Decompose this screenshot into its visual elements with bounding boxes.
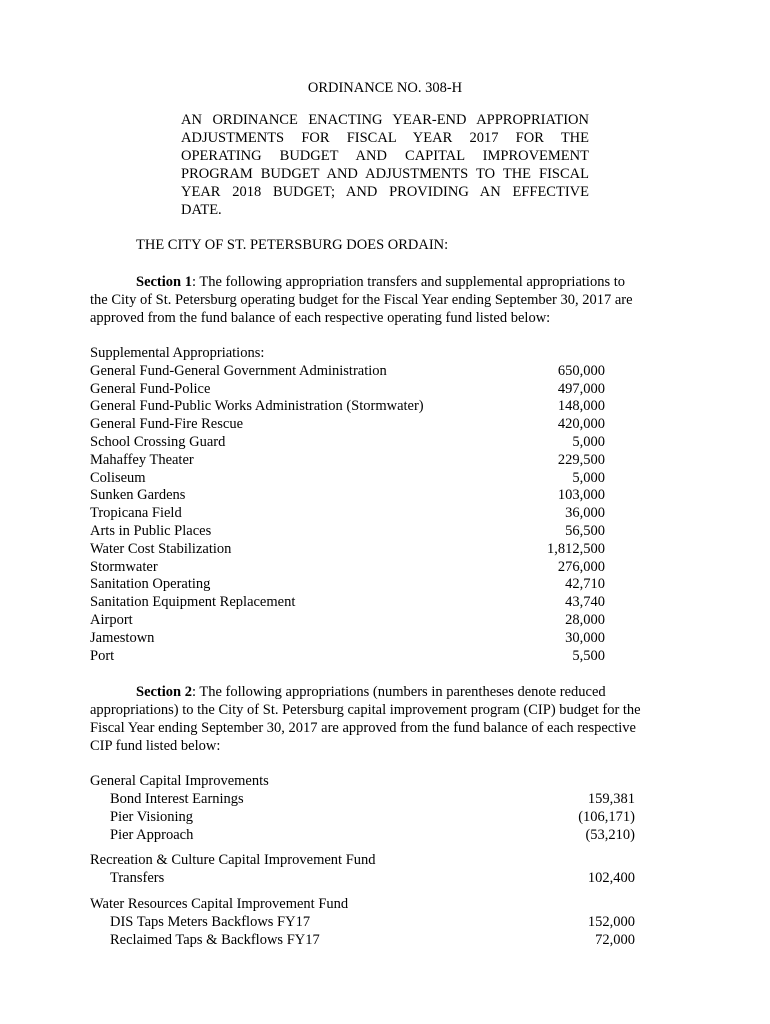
paragraph-line: Section 1: The following appropriation transfers and supplemental appropriations to xyxy=(136,274,626,290)
fund-name: General Fund-Public Works Administration (Stormwater) xyxy=(90,398,424,415)
appropriation-row xyxy=(90,593,605,611)
fund-amount: 43,740 xyxy=(565,594,605,611)
fund-amount: 28,000 xyxy=(565,611,605,628)
paragraph-line: the City of St. Petersburg operating budget for the Fiscal Year ending September 30, 2017 are xyxy=(90,292,633,308)
fund-name: School Crossing Guard xyxy=(90,433,226,450)
fund-amount: 1,812,500 xyxy=(547,540,605,557)
appropriation-row xyxy=(90,433,605,451)
ordinance-number: ORDINANCE NO. 308-H xyxy=(307,80,463,96)
list-heading: Supplemental Appropriations: xyxy=(90,345,265,361)
appropriation-row xyxy=(90,575,605,593)
title-line: ADJUSTMENTS FOR FISCAL YEAR 2017 FOR THE xyxy=(181,130,589,146)
title-line: OPERATING BUDGET AND CAPITAL IMPROVEMENT xyxy=(181,148,589,164)
fund-name: Water Cost Stabilization xyxy=(90,540,232,557)
title-line: PROGRAM BUDGET AND ADJUSTMENTS TO THE FISCAL xyxy=(181,166,589,182)
fund-name: Sanitation Equipment Replacement xyxy=(90,594,296,611)
fund-name: Coliseum xyxy=(90,469,146,486)
fund-name: Jamestown xyxy=(90,629,155,646)
section-label: Section 2 xyxy=(136,684,192,700)
fund-name: Port xyxy=(90,647,115,664)
fund-name: Sanitation Operating xyxy=(90,576,211,593)
cip-group-title: General Capital Improvements xyxy=(90,773,269,789)
fund-amount: 276,000 xyxy=(557,558,605,575)
cip-group-title: Water Resources Capital Improvement Fund xyxy=(90,896,349,913)
appropriation-row xyxy=(90,451,605,469)
fund-amount: 650,000 xyxy=(557,362,605,379)
appropriation-items xyxy=(90,362,605,665)
cip-group-title: Recreation & Culture Capital Improvement Fund xyxy=(90,852,376,869)
appropriation-row xyxy=(90,629,605,647)
appropriation-row xyxy=(90,380,605,398)
cip-item: Reclaimed Taps & Backflows FY17 72,000 xyxy=(110,931,635,948)
fund-name: General Fund-Fire Rescue xyxy=(90,416,244,433)
appropriation-row xyxy=(90,522,605,540)
paragraph-line: CIP fund listed below: xyxy=(90,738,221,754)
cip-item: Pier Approach (53,210) xyxy=(110,826,635,843)
cip-item: DIS Taps Meters Backflows FY17 152,000 xyxy=(110,914,635,931)
fund-amount: 420,000 xyxy=(557,416,605,433)
appropriation-row xyxy=(90,647,605,665)
cip-item: Transfers 102,400 xyxy=(110,870,635,887)
fund-name: Stormwater xyxy=(90,558,158,575)
section2-paragraph xyxy=(90,683,672,755)
ordinance-title xyxy=(181,111,589,219)
title-line: YEAR 2018 BUDGET; AND PROVIDING AN EFFECTIVE xyxy=(181,184,589,200)
title-line: AN ORDINANCE ENACTING YEAR-END APPROPRIATION xyxy=(181,112,589,128)
section1-paragraph xyxy=(90,273,672,327)
fund-amount: 229,500 xyxy=(557,451,605,468)
cip-item: Pier Visioning (106,171) xyxy=(110,808,635,825)
fund-name: Sunken Gardens xyxy=(90,487,186,504)
ordain-statement: THE CITY OF ST. PETERSBURG DOES ORDAIN: xyxy=(136,237,449,253)
fund-amount: 148,000 xyxy=(557,398,605,415)
appropriation-row xyxy=(90,558,605,576)
appropriation-row xyxy=(90,469,605,487)
cip-fund-list xyxy=(90,772,635,949)
appropriation-row xyxy=(90,611,605,629)
fund-name: Mahaffey Theater xyxy=(90,451,194,468)
fund-name: Arts in Public Places xyxy=(90,522,212,539)
fund-amount: 5,000 xyxy=(572,433,605,450)
fund-name: General Fund-General Government Administration xyxy=(90,362,387,379)
fund-amount: 5,500 xyxy=(572,647,605,664)
supplemental-appropriations-list xyxy=(90,344,605,664)
appropriation-row xyxy=(90,362,605,380)
appropriation-row xyxy=(90,397,605,415)
cip-group xyxy=(90,895,635,949)
fund-amount: 42,710 xyxy=(565,576,605,593)
cip-item: Bond Interest Earnings 159,381 xyxy=(110,791,635,807)
paragraph-line: appropriations) to the City of St. Petersburg capital improvement program (CIP) budget for the xyxy=(90,702,641,718)
paragraph-line: approved from the fund balance of each respective operating fund listed below: xyxy=(90,310,551,326)
cip-group xyxy=(90,851,635,887)
paragraph-line: Section 2: The following appropriations (numbers in parentheses denote reduced xyxy=(136,684,606,700)
fund-amount: 5,000 xyxy=(572,469,605,486)
fund-amount: 497,000 xyxy=(557,380,605,397)
cip-group xyxy=(90,772,635,843)
appropriation-row xyxy=(90,415,605,433)
title-line: DATE. xyxy=(181,202,222,218)
fund-amount: 36,000 xyxy=(565,505,605,522)
fund-amount: 30,000 xyxy=(565,629,605,646)
appropriation-row xyxy=(90,486,605,504)
fund-name: Airport xyxy=(90,611,133,628)
section-label: Section 1 xyxy=(136,274,192,290)
fund-amount: 103,000 xyxy=(557,487,605,504)
appropriation-row xyxy=(90,540,605,558)
appropriation-row xyxy=(90,504,605,522)
paragraph-line: Fiscal Year ending September 30, 2017 are approved from the fund balance of each respective xyxy=(90,720,636,736)
fund-name: General Fund-Police xyxy=(90,380,211,397)
fund-amount: 56,500 xyxy=(565,522,605,539)
fund-name: Tropicana Field xyxy=(90,505,182,522)
